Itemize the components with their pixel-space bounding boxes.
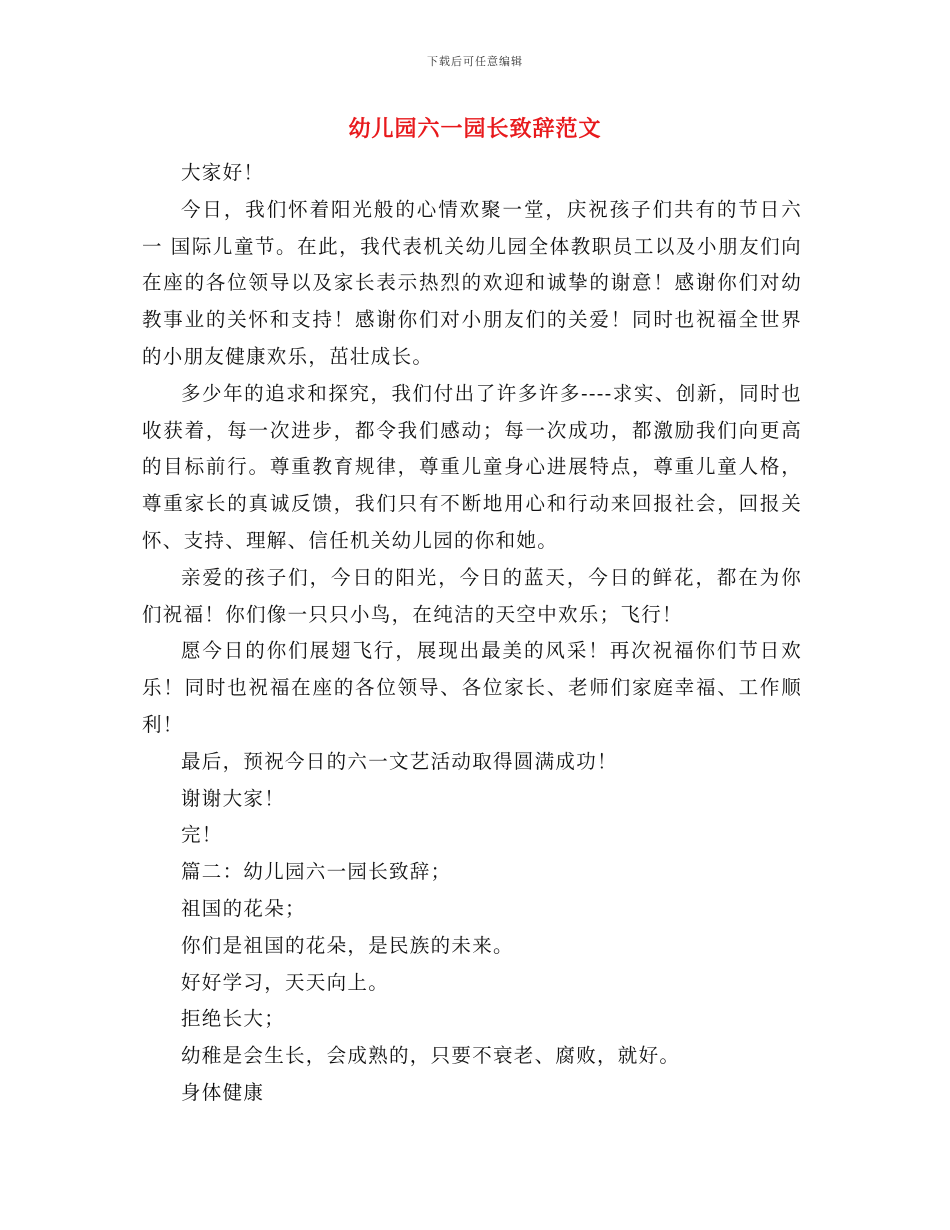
paragraph: 今日，我们怀着阳光般的心情欢聚一堂，庆祝孩子们共有的节日六一 国际儿童节。在此，我代表机关幼儿园全体教职员工以及小朋友们向在座的各位领导以及家长表示热烈的欢迎和诚挚的谢意！感谢你们对幼教事业的关怀和支持！感谢你们对小朋友们的关爱！同时也祝福全世界的小朋友健康欢乐，茁壮成长。: [142, 197, 802, 368]
paragraph: 愿今日的你们展翅飞行，展现出最美的风采！再次祝福你们节日欢乐！同时也祝福在座的各位领导、各位家长、老师们家庭幸福、工作顺利！: [142, 639, 802, 736]
paragraph: 谢谢大家！: [181, 786, 286, 810]
section-heading: 篇二：幼儿园六一园长致辞；: [181, 860, 452, 884]
paragraph: 最后，预祝今日的六一文艺活动取得圆满成功！: [181, 749, 618, 773]
paragraph: 亲爱的孩子们，今日的阳光，今日的蓝天，今日的鲜花，都在为你们祝福！你们像一只只小鸟，在纯洁的天空中欢乐；飞行！: [142, 565, 802, 626]
paragraph: 好好学习，天天向上。: [181, 970, 390, 994]
document-body: [142, 155, 802, 1112]
paragraph: 拒绝长大；: [181, 1007, 286, 1031]
page-header-note: 下载后可任意编辑: [427, 55, 523, 68]
paragraph: 祖国的花朵；: [181, 896, 306, 920]
paragraph: 你们是祖国的花朵，是民族的未来。: [181, 933, 514, 957]
paragraph: 身体健康: [181, 1080, 265, 1104]
paragraph: 幼稚是会生长，会成熟的，只要不衰老、腐败，就好。: [181, 1044, 681, 1068]
document-title: 幼儿园六一园长致辞范文: [348, 116, 602, 142]
paragraph-greeting: 大家好！: [181, 161, 265, 184]
paragraph: 多少年的追求和探究，我们付出了许多许多----求实、创新，同时也收获着，每一次进步，都令我们感动；每一次成功，都激励我们向更高的目标前行。尊重教育规律，尊重儿童身心进展特点，尊重儿童人格，尊重家长的真诚反馈，我们只有不断地用心和行动来回报社会，回报关怀、支持、理解、信任机关幼儿园的你和她。: [142, 381, 802, 552]
paragraph: 完！: [181, 823, 223, 847]
